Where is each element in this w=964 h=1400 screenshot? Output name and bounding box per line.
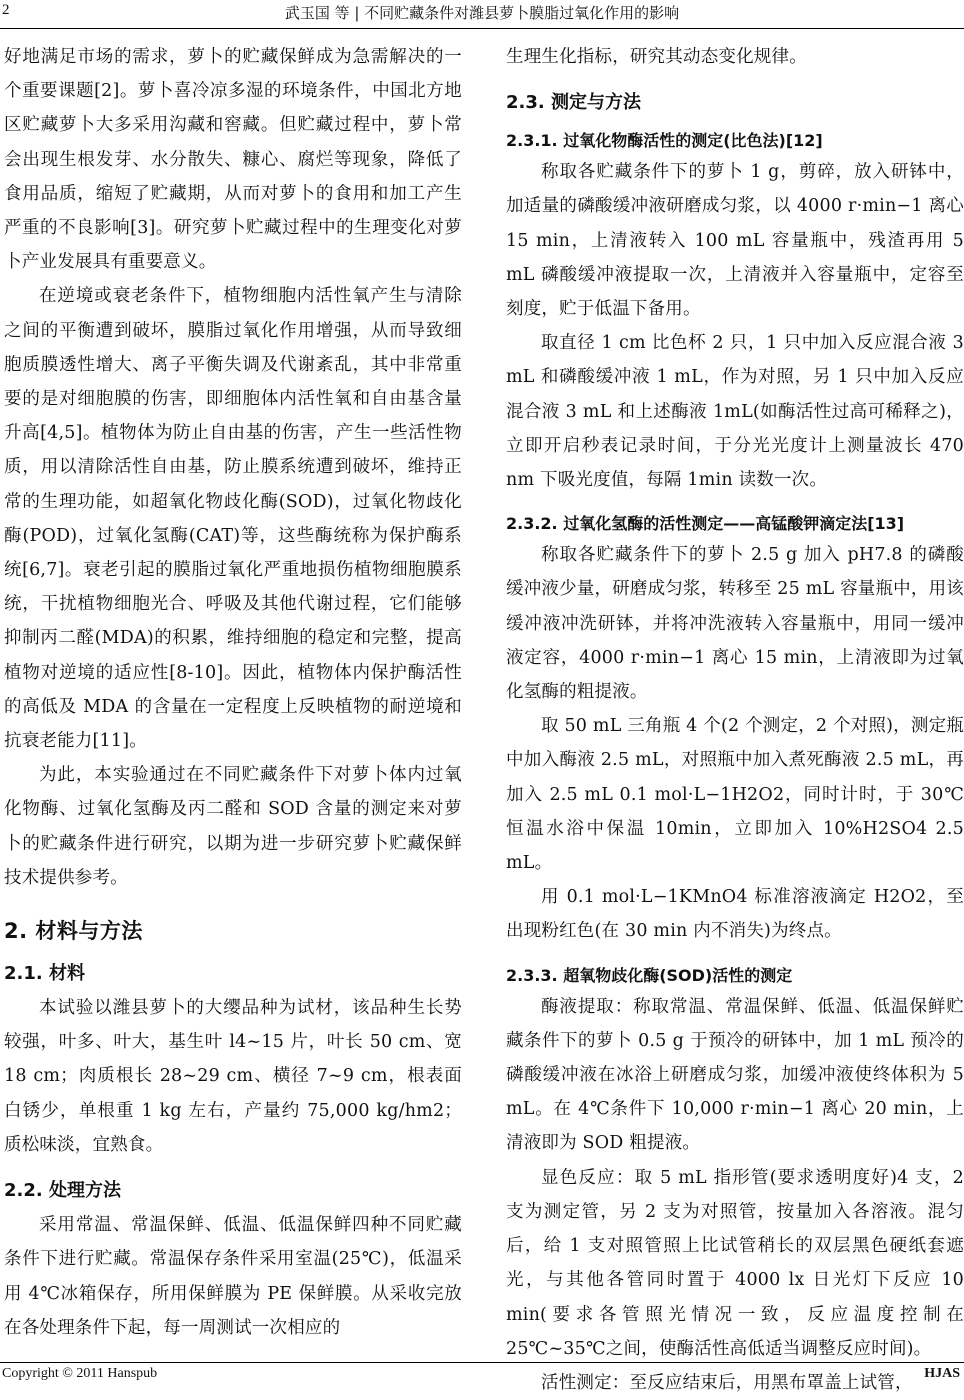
subsubsection-heading: 2.3.3. 超氧物歧化酶(SOD)活性的测定 [506, 965, 793, 985]
journal-abbreviation: HJAS [924, 1366, 960, 1381]
right-column [506, 40, 964, 1400]
subsection-heading: 2.1. 材料 [4, 963, 85, 985]
subsubsection-heading: 2.3.2. 过氧化氢酶的活性测定——高锰酸钾滴定法[13] [506, 514, 905, 534]
running-title: 武玉国 等 | 不同贮藏条件对潍县萝卜膜脂过氧化作用的影响 [284, 4, 680, 22]
paragraph: 显色反应：取 5 mL 指形管(要求透明度好)4 支，2 支为测定管，另 2 支为对照管，按量加入各溶液。混匀后，给 1 支对照管照上比试管稍长的双层黑色硬纸套遮光，与其他各管同时置于 4000 lx 日光灯下反应 10 min(要求各管照光情况一致，反应温度控制在 25℃~35℃之间，使酶活性高低适当调整反应时间)。 [506, 1167, 964, 1359]
left-column [4, 40, 462, 1345]
paragraph: 取 50 mL 三角瓶 4 个(2 个测定，2 个对照)，测定瓶中加入酶液 2.5 mL，对照瓶中加入煮死酶液 2.5 mL，再加入 2.5 mL 0.1 mol·L−1H2O2，同时计时，于 30℃恒温水浴中保温 10min，立即加入 10%H2SO4 2.5 mL。 [506, 716, 964, 874]
copyright-notice: Copyright © 2011 Hanspub [2, 1366, 158, 1381]
paragraph: 活性测定：至反应结束后，用黑布罩盖上试管， [541, 1372, 913, 1393]
paragraph: 用 0.1 mol·L−1KMnO4 标准溶液滴定 H2O2，至出现粉红色(在 30 min 内不消失)为终点。 [506, 887, 964, 942]
paragraph: 称取各贮藏条件下的萝卜 2.5 g 加入 pH7.8 的磷酸缓冲液少量，研磨成匀浆，转移至 25 mL 容量瓶中，用该缓冲液冲洗研钵，并将冲洗液转入容量瓶中，用同一缓冲液定容，4000 r·min−1 离心 15 min，上清液即为过氧化氢酶的粗提液。 [506, 545, 964, 703]
paragraph: 在逆境或衰老条件下，植物细胞内活性氧产生与清除之间的平衡遭到破坏，膜脂过氧化作用增强，从而导致细胞质膜透性增大、离子平衡失调及代谢紊乱，其中非常重要的是对细胞膜的伤害，即细胞体内活性氧和自由基含量升高[4,5]。植物体为防止自由基的伤害，产生一些活性物质，用以清除活性自由基，防止膜系统遭到破坏，维持正常的生理功能，如超氧化物歧化酶(SOD)，过氧化物歧化酶(POD)，过氧化氢酶(CAT)等，这些酶统称为保护酶系统[6,7]。衰老引起的膜脂过氧化严重地损伤植物细胞膜系统，干扰植物细胞光合、呼吸及其他代谢过程，它们能够抑制丙二醛(MDA)的积累，维持细胞的稳定和完整，提高植物对逆境的适应性[8-10]。因此，植物体内保护酶活性的高低及 MDA 的含量在一定程度上反映植物的耐逆境和抗衰老能力[11]。 [4, 286, 462, 752]
page-number: 2 [2, 2, 10, 18]
subsubsection-heading: 2.3.1. 过氧化物酶活性的测定(比色法)[12] [506, 131, 823, 151]
paragraph: 好地满足市场的需求，萝卜的贮藏保鲜成为急需解决的一个重要课题[2]。萝卜喜冷凉多湿的环境条件，中国北方地区贮藏萝卜大多采用沟藏和窖藏。但贮藏过程中，萝卜常会出现生根发芽、水分散失、糠心、腐烂等现象，降低了食用品质，缩短了贮藏期，从而对萝卜的食用和加工产生严重的不良影响[3]。研究萝卜贮藏过程中的生理变化对萝卜产业发展具有重要意义。 [4, 47, 462, 273]
paragraph: 取直径 1 cm 比色杯 2 只，1 只中加入反应混合液 3 mL 和磷酸缓冲液 1 mL，作为对照，另 1 只中加入反应混合液 3 mL 和上述酶液 1mL(如酶活性过高可稀释之)，立即开启秒表记录时间，于分光光度计上测量波长 470 nm 下吸光度值，每隔 1min 读数一次。 [506, 333, 964, 491]
paragraph: 称取各贮藏条件下的萝卜 1 g，剪碎，放入研钵中，加适量的磷酸缓冲液研磨成匀浆，以 4000 r·min−1 离心 15 min，上清液转入 100 mL 容量瓶中，残渣再用 5 mL 磷酸缓冲液提取一次，上清液并入容量瓶中，定容至刻度，贮于低温下备用。 [506, 162, 964, 320]
page-header [0, 0, 964, 29]
paragraph: 采用常温、常温保鲜、低温、低温保鲜四种不同贮藏条件下进行贮藏。常温保存条件采用室温(25℃)，低温采用 4℃冰箱保存，所用保鲜膜为 PE 保鲜膜。从采收完放在各处理条件下起，每一周测试一次相应的 [4, 1215, 462, 1338]
paragraph: 酶液提取：称取常温、常温保鲜、低温、低温保鲜贮藏条件下的萝卜 0.5 g 于预冷的研钵中，加 1 mL 预冷的磷酸缓冲液在冰浴上研磨成匀浆，加缓冲液使终体积为 5 mL。在 4℃条件下 10,000 r·min−1 离心 20 min，上清液即为 SOD 粗提液。 [506, 996, 964, 1154]
subsection-heading: 2.2. 处理方法 [4, 1180, 121, 1202]
subsection-heading: 2.3. 测定与方法 [506, 92, 641, 114]
paragraph: 本试验以潍县萝卜的大缨品种为试材，该品种生长势较强，叶多、叶大，基生叶 l4~15 片，叶长 50 cm、宽 18 cm；肉质根长 28~29 cm、横径 7~9 cm，根表面白锈少，单根重 1 kg 左右，产量约 75,000 kg/hm2；质松味淡，宜熟食。 [4, 998, 462, 1155]
section-heading: 2. 材料与方法 [4, 919, 143, 944]
paragraph: 为此，本实验通过在不同贮藏条件下对萝卜体内过氧化物酶、过氧化氢酶及丙二醛和 SOD 含量的测定来对萝卜的贮藏条件进行研究，以期为进一步研究萝卜贮藏保鲜技术提供参考。 [4, 765, 462, 888]
footer-rule [0, 1362, 964, 1363]
paragraph: 生理生化指标，研究其动态变化规律。 [506, 47, 807, 67]
